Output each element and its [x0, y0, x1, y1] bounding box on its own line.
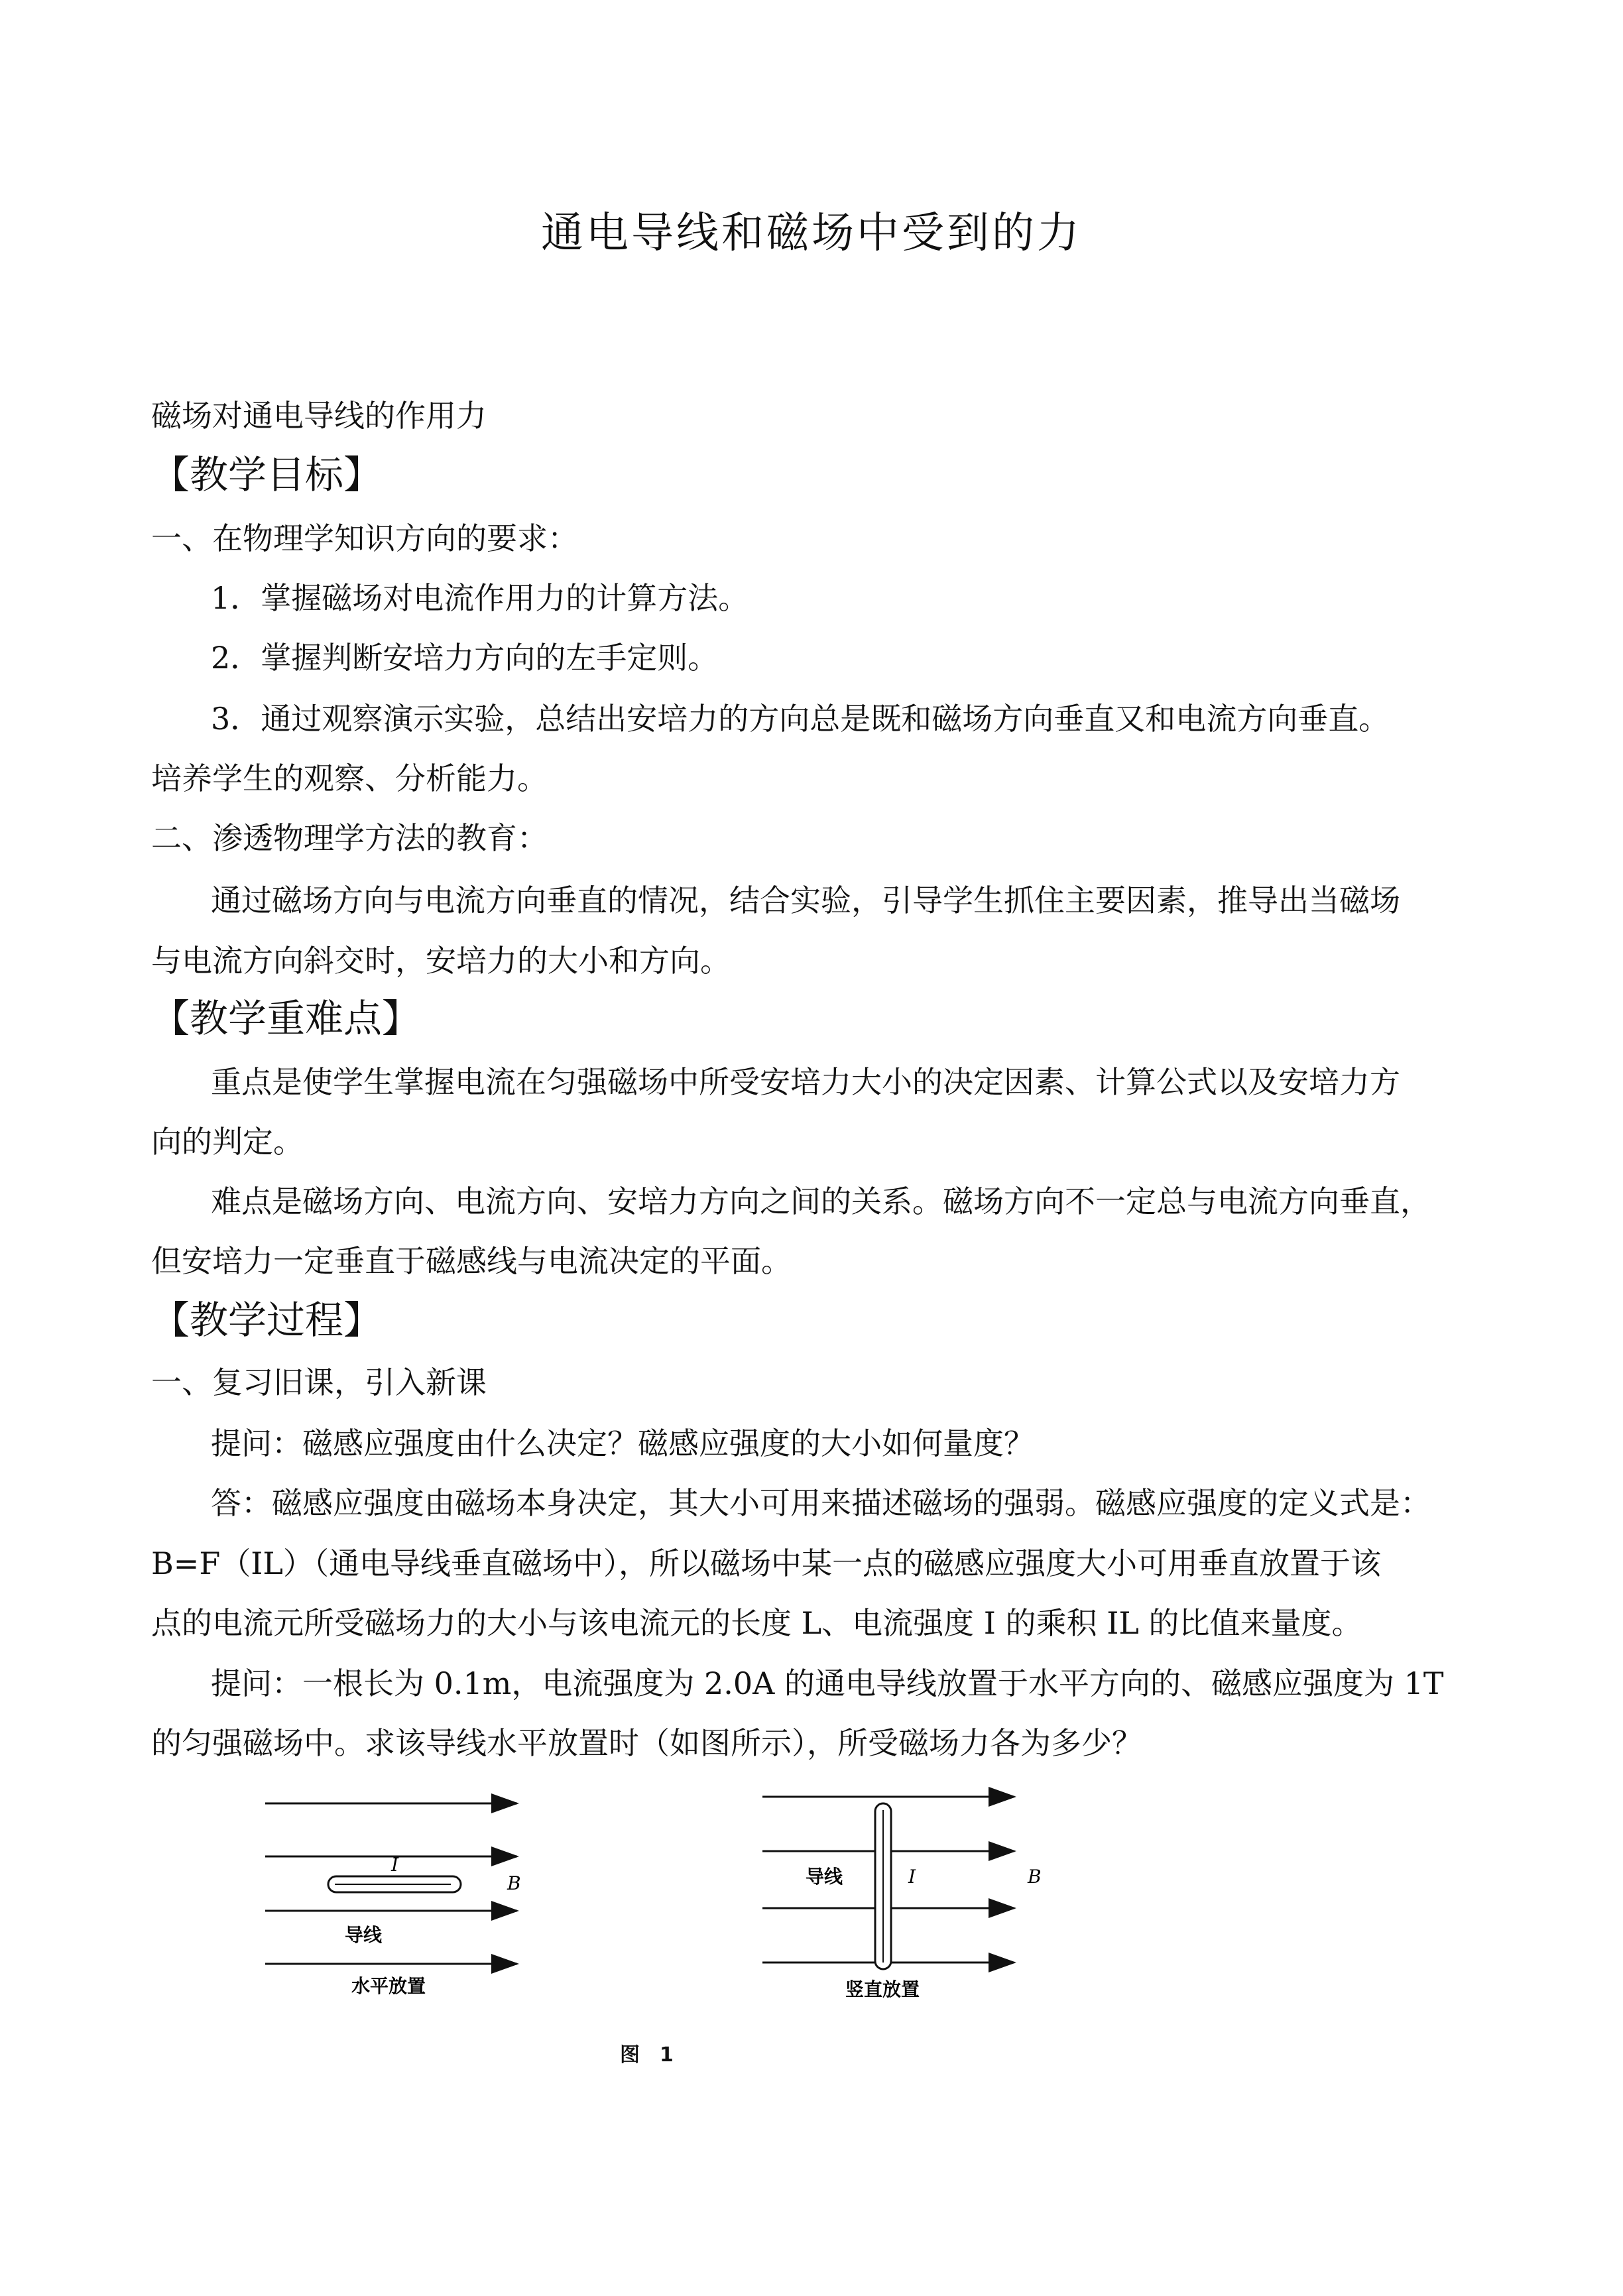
heading-goals: 【教学目标】: [151, 452, 383, 497]
field-label: B: [1028, 1866, 1042, 1888]
goals-item-3-cont: 培养学生的观察、分析能力。: [151, 760, 548, 796]
answer-1: 答：磁感应强度由磁场本身决定，其大小可用来描述磁场的强弱。磁感应强度的定义式是：: [211, 1485, 1431, 1521]
figure-vertical: [749, 1777, 1067, 2009]
question-2-cont: 的匀强磁场中。求该导线水平放置时（如图所示），所受磁场力各为多少？: [151, 1725, 1142, 1761]
answer-1-cont: B=F（IL）（通电导线垂直磁场中），所以磁场中某一点的磁感应强度大小可用垂直放置于该: [151, 1545, 1381, 1581]
subtitle: 磁场对通电导线的作用力: [151, 398, 487, 434]
figure-left-caption: 水平放置: [351, 1975, 426, 1997]
goals-item-3: 3．通过观察演示实验，总结出安培力的方向总是既和磁场方向垂直又和电流方向垂直。: [211, 701, 1390, 737]
goals-section-1: 一、在物理学知识方向的要求：: [151, 520, 578, 556]
figure-right-caption: 竖直放置: [845, 1978, 920, 2000]
goals-item-1: 1．掌握磁场对电流作用力的计算方法。: [211, 580, 749, 616]
wire-label: 导线: [345, 1924, 383, 1946]
wire-label: 导线: [806, 1866, 843, 1888]
goals-paragraph: 通过磁场方向与电流方向垂直的情况，结合实验，引导学生抓住主要因素，推导出当磁场: [211, 882, 1400, 918]
question-1: 提问：磁感应强度由什么决定？磁感应强度的大小如何量度？: [211, 1425, 1034, 1461]
key-paragraph: 重点是使学生掌握电流在匀强磁场中所受安培力大小的决定因素、计算公式以及安培力方: [211, 1064, 1400, 1100]
goals-section-2: 二、渗透物理学方法的教育：: [151, 820, 548, 856]
figure-horizontal: [252, 1783, 544, 2002]
current-label: I: [391, 1854, 399, 1876]
answer-1-cont-2: 点的电流元所受磁场力的大小与该电流元的长度 L、电流强度 I 的乘积 IL 的比值来量度。: [151, 1605, 1362, 1641]
difficulty-paragraph-cont: 但安培力一定垂直于磁感线与电流决定的平面。: [151, 1243, 792, 1279]
field-label: B: [507, 1872, 521, 1894]
difficulty-paragraph: 难点是磁场方向、电流方向、安培力方向之间的关系。磁场方向不一定总与电流方向垂直，: [211, 1183, 1431, 1219]
goals-paragraph-cont: 与电流方向斜交时，安培力的大小和方向。: [151, 943, 731, 979]
figure-caption: 图 1: [620, 2043, 674, 2067]
heading-process: 【教学过程】: [151, 1298, 383, 1343]
current-label: I: [908, 1866, 916, 1888]
heading-key-points: 【教学重难点】: [151, 996, 421, 1041]
question-2: 提问：一根长为 0.1m，电流强度为 2.0A 的通电导线放置于水平方向的、磁感应强度为 1T: [211, 1665, 1444, 1701]
process-section-1: 一、复习旧课，引入新课: [151, 1364, 487, 1400]
key-paragraph-cont: 向的判定。: [151, 1124, 304, 1160]
goals-item-2: 2．掌握判断安培力方向的左手定则。: [211, 640, 719, 676]
page-title: 通电导线和磁场中受到的力: [541, 209, 1082, 258]
